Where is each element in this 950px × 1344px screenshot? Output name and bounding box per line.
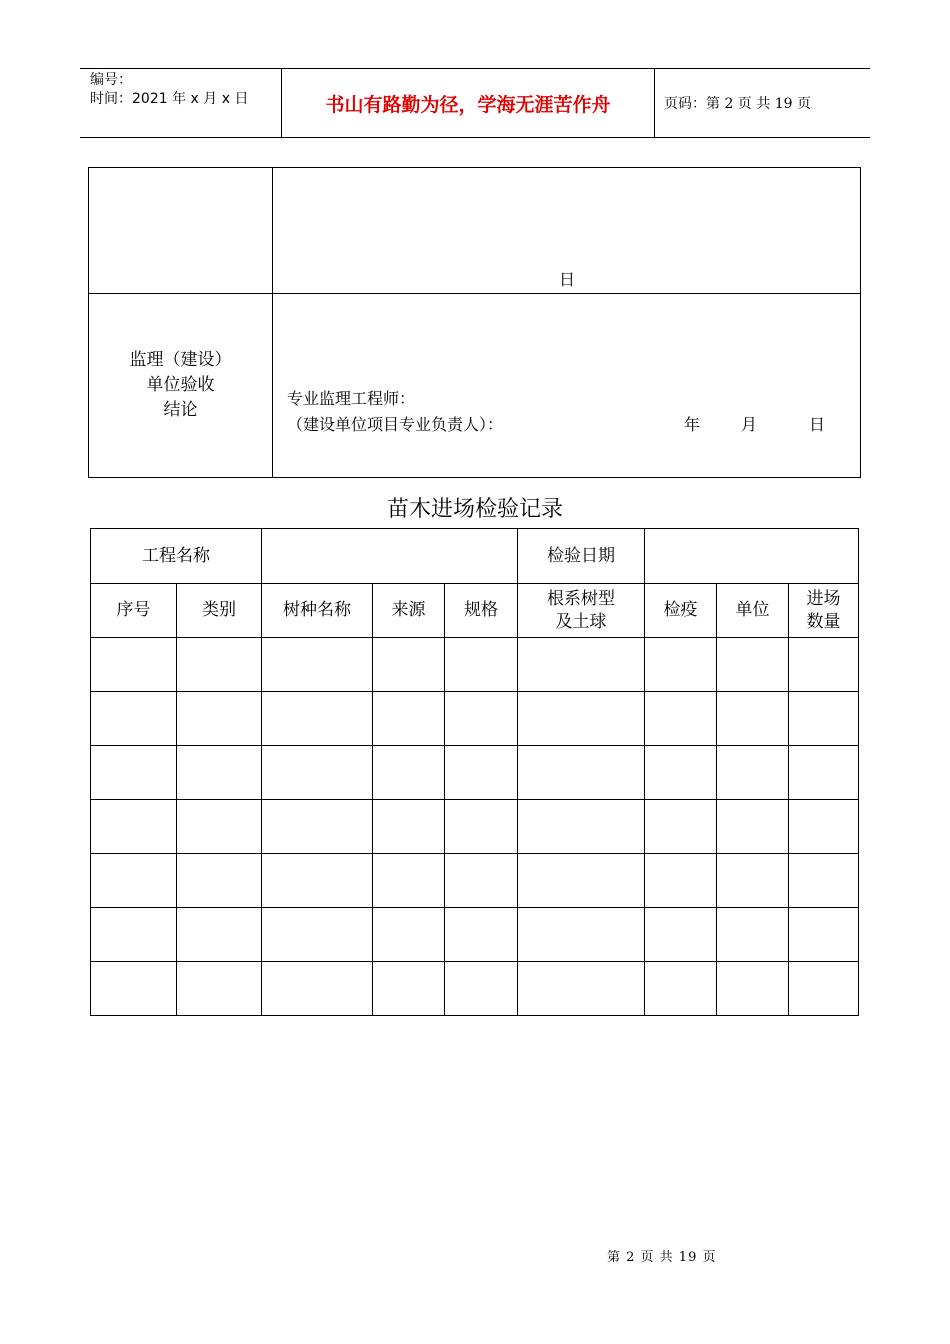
table-cell-root-ball[interactable] [518, 692, 645, 746]
table-row [91, 638, 859, 692]
table-cell-species[interactable] [262, 746, 373, 800]
date-label: 时间：2021 年 x 月 x 日 [90, 91, 249, 107]
table-cell-root-ball[interactable] [518, 746, 645, 800]
page-header [80, 68, 870, 138]
project-name-label: 工程名称 [91, 529, 262, 584]
page-number-info: 页码：第 2 页 共 19 页 [664, 96, 811, 112]
column-header-seq: 序号 [91, 584, 177, 638]
header-meta [90, 71, 248, 109]
table-cell-seq[interactable] [91, 854, 177, 908]
table-cell-species[interactable] [262, 638, 373, 692]
header-divider [654, 69, 655, 137]
table-cell-seq[interactable] [91, 746, 177, 800]
month-label: 月 [741, 415, 758, 434]
table-cell-category[interactable] [177, 908, 262, 962]
header-divider [281, 69, 282, 137]
table-cell-species[interactable] [262, 962, 373, 1016]
table-cell-source[interactable] [373, 692, 445, 746]
table-cell-root-ball[interactable] [518, 908, 645, 962]
table-cell-category[interactable] [177, 746, 262, 800]
table-cell-source[interactable] [373, 638, 445, 692]
table-row [91, 854, 859, 908]
table-cell-quarantine[interactable] [645, 962, 717, 1016]
table-cell-quantity[interactable] [789, 854, 859, 908]
column-header-quarantine: 检疫 [645, 584, 717, 638]
table-cell-quantity[interactable] [789, 800, 859, 854]
serial-number-label: 编号： [90, 72, 132, 88]
table-cell-category[interactable] [177, 854, 262, 908]
table-cell-spec[interactable] [445, 692, 518, 746]
page-footer: 第 2 页 共 19 页 [607, 1250, 717, 1265]
table-cell-unit[interactable] [717, 800, 789, 854]
table-cell-quarantine[interactable] [645, 692, 717, 746]
conclusion-label [89, 348, 272, 423]
table-cell-unit[interactable] [717, 854, 789, 908]
table-cell-root-ball[interactable] [518, 962, 645, 1016]
table-cell-unit[interactable] [717, 638, 789, 692]
table-cell-category[interactable] [177, 638, 262, 692]
column-header-unit: 单位 [717, 584, 789, 638]
inspection-date-field[interactable] [645, 529, 859, 584]
table-cell-quarantine[interactable] [645, 800, 717, 854]
table-cell-source[interactable] [373, 962, 445, 1016]
table-cell-spec[interactable] [445, 962, 518, 1016]
conclusion-label-line: 单位验收 [146, 375, 215, 395]
table-cell-species[interactable] [262, 908, 373, 962]
inspection-date-label: 检验日期 [518, 529, 645, 584]
table-cell-quarantine[interactable] [645, 854, 717, 908]
table-cell-species[interactable] [262, 854, 373, 908]
table-cell-root-ball[interactable] [518, 800, 645, 854]
table-cell-category[interactable] [177, 800, 262, 854]
table-cell-quantity[interactable] [789, 638, 859, 692]
table-cell-source[interactable] [373, 908, 445, 962]
top-day-label: 日 [559, 270, 576, 289]
column-header-quantity: 进场 数量 [789, 584, 859, 638]
owner-label: （建设单位项目专业负责人）： [287, 415, 504, 434]
acceptance-table [88, 167, 861, 478]
table-cell-source[interactable] [373, 800, 445, 854]
table-cell-unit[interactable] [717, 746, 789, 800]
table-cell-source[interactable] [373, 746, 445, 800]
table-cell-source[interactable] [373, 854, 445, 908]
year-label: 年 [684, 415, 701, 434]
table-cell-seq[interactable] [91, 962, 177, 1016]
table-cell-spec[interactable] [445, 746, 518, 800]
table-cell-root-ball[interactable] [518, 638, 645, 692]
table-cell-quarantine[interactable] [645, 908, 717, 962]
table-cell-quantity[interactable] [789, 692, 859, 746]
table-cell-quarantine[interactable] [645, 746, 717, 800]
table-cell-spec[interactable] [445, 800, 518, 854]
conclusion-label-line: 结论 [163, 400, 198, 420]
table-cell-unit[interactable] [717, 962, 789, 1016]
conclusion-label-line: 监理（建设） [129, 350, 232, 370]
project-name-field[interactable] [262, 529, 518, 584]
seedling-inspection-table [90, 528, 859, 1016]
table-cell-category[interactable] [177, 962, 262, 1016]
table-cell-unit[interactable] [717, 692, 789, 746]
table-cell-quantity[interactable] [789, 746, 859, 800]
table-row [91, 692, 859, 746]
table-row [91, 962, 859, 1016]
column-header-species: 树种名称 [262, 584, 373, 638]
table-cell-seq[interactable] [91, 692, 177, 746]
column-header-source: 来源 [373, 584, 445, 638]
table-cell-unit[interactable] [717, 908, 789, 962]
table-row [91, 746, 859, 800]
table-cell-quantity[interactable] [789, 908, 859, 962]
table-divider [89, 293, 860, 294]
column-header-category: 类别 [177, 584, 262, 638]
table-cell-seq[interactable] [91, 908, 177, 962]
column-header-row [91, 584, 859, 638]
column-header-root-ball: 根系树型 及土球 [518, 584, 645, 638]
table-cell-category[interactable] [177, 692, 262, 746]
record-title: 苗木进场检验记录 [386, 497, 563, 522]
project-info-row [91, 529, 859, 584]
table-cell-species[interactable] [262, 800, 373, 854]
day-label: 日 [809, 415, 826, 434]
table-cell-quarantine[interactable] [645, 638, 717, 692]
table-cell-root-ball[interactable] [518, 854, 645, 908]
table-row [91, 800, 859, 854]
table-cell-species[interactable] [262, 692, 373, 746]
table-divider [272, 168, 273, 477]
table-row [91, 908, 859, 962]
table-cell-spec[interactable] [445, 908, 518, 962]
table-cell-spec[interactable] [445, 638, 518, 692]
table-cell-seq[interactable] [91, 800, 177, 854]
signature-block [287, 386, 503, 438]
table-cell-spec[interactable] [445, 854, 518, 908]
column-header-spec: 规格 [445, 584, 518, 638]
header-motto: 书山有路勤为径，学海无涯苦作舟 [325, 93, 611, 116]
table-cell-quantity[interactable] [789, 962, 859, 1016]
table-cell-seq[interactable] [91, 638, 177, 692]
engineer-label: 专业监理工程师： [287, 389, 416, 408]
